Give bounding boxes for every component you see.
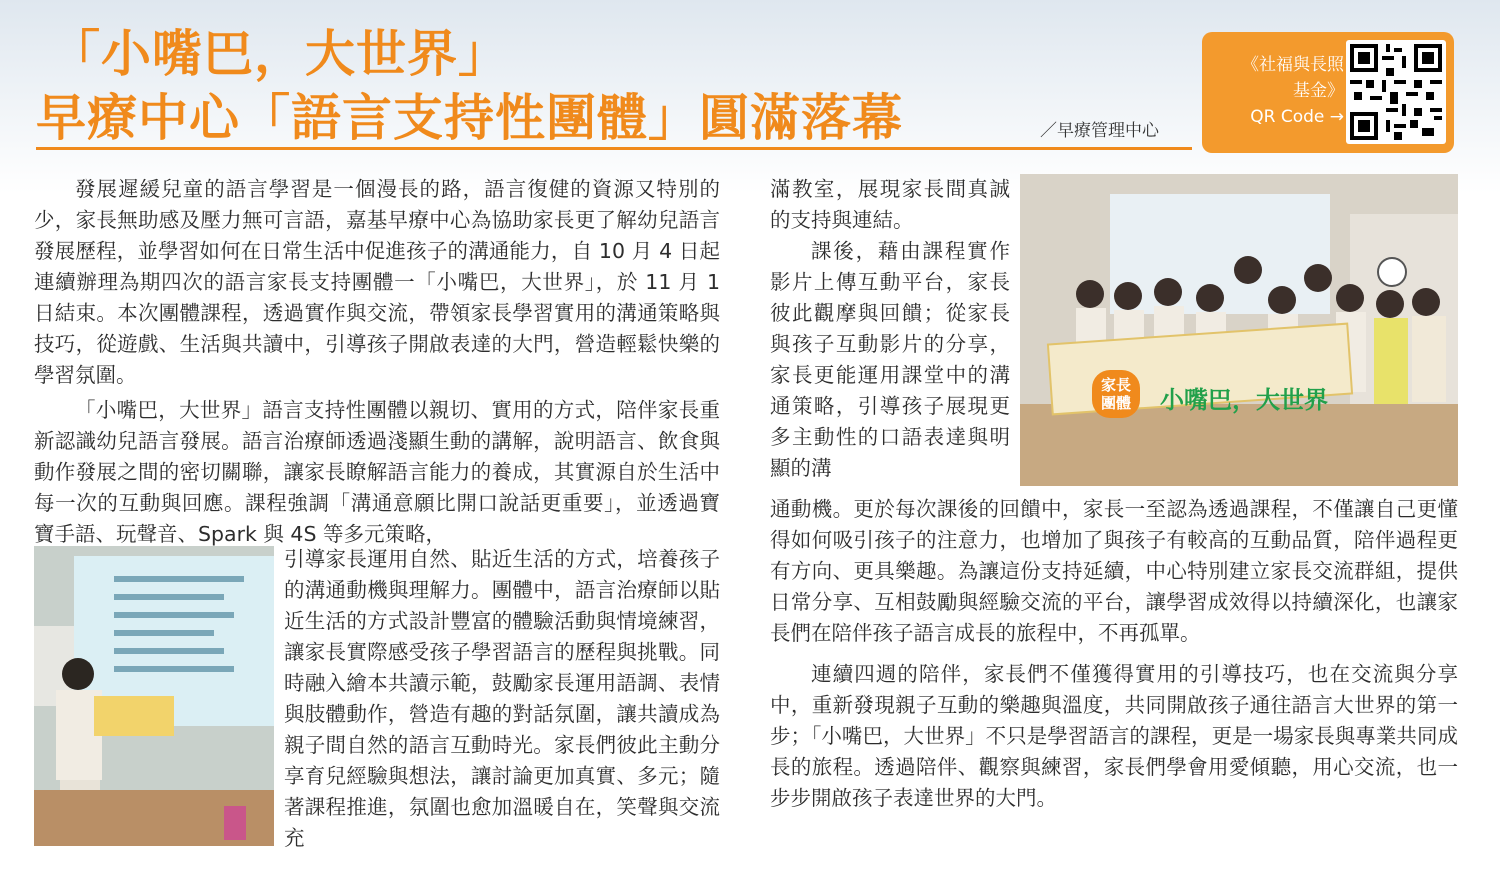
qr-code-icon[interactable] (1346, 40, 1446, 144)
paragraph-3: 滿教室，展現家長間真誠的支持與連結。 (770, 177, 1010, 232)
qr-caption-line-2: 基金》 (1293, 81, 1344, 101)
title-underline (36, 147, 1192, 150)
qr-code-box[interactable] (1202, 32, 1454, 153)
paragraph-2-continued: 引導家長運用自然、貼近生活的方式，培養孩子的溝通動機與理解力。團體中，語言治療師以貼近生活的方式設計豐富的體驗活動與情境練習，讓家長實際感受孩子學習語言的歷程與挑戰。同時融入繪本共讀示範，鼓勵家長運用語調、表情與肢體動作，營造有趣的對話氛圍，讓共讀成為親子間自然的語言互動時光。家長們彼此主動分享育兒經驗與想法，讓討論更加真實、多元；隨著課程推進，氛圍也愈加溫暖自在，笑聲與交流充 (284, 547, 720, 850)
qr-caption (1214, 52, 1344, 130)
paragraph-2: 「小嘴巴，大世界」語言支持性團體以親切、實用的方式，陪伴家長重新認識幼兒語言發展。語言治療師透過淺顯生動的講解，說明語言、飲食與動作發展之間的密切關聯，讓家長瞭解語言能力的養成，其實源自於生活中每一次的互動與回應。課程強調「溝通意願比開口說話更重要」，並透過寶寶手語、玩聲音、Spark 與 4S 等多元策略， (34, 398, 720, 546)
paragraph-1: 發展遲緩兒童的語言學習是一個漫長的路，語言復健的資源又特別的少，家長無助感及壓力無可言語，嘉基早療中心為協助家長更了解幼兒語言發展歷程，並學習如何在日常生活中促進孩子的溝通能力，自 10 月 4 日起連續辦理為期四次的語言家長支持團體一「小嘴巴，大世界」，於 11 月 1 日結束。本次團體課程，透過實作與交流，帶領家長學習實用的溝通策略與技巧，從遊戲、生活與共讀中，引導孩子開啟表達的大門，營造輕鬆快樂的學習氛圍。 (34, 177, 720, 387)
paragraph-5: 連續四週的陪伴，家長們不僅獲得實用的引導技巧，也在交流與分享中，重新發現親子互動的樂趣與溫度，共同開啟孩子通往語言大世界的第一步；「小嘴巴，大世界」不只是學習語言的課程，更是一場家長與專業共同成長的旅程。透過陪伴、觀察與練習，家長們學會用愛傾聽，用心交流，也一步步開啟孩子表達世界的大門。 (770, 662, 1458, 810)
banner-title: 小嘴巴，大世界 (1160, 386, 1328, 414)
banner-tag: 家長團體 (1092, 370, 1140, 418)
left-column (34, 174, 720, 550)
right-column-wide (770, 494, 1458, 814)
byline: ／早療管理中心 (1040, 121, 1159, 141)
left-column-wrap (284, 544, 720, 854)
qr-caption-line-1: 《社福與長照 (1242, 55, 1344, 75)
teacher-photo (34, 546, 274, 846)
right-column-narrow (770, 174, 1010, 484)
paragraph-4: 課後，藉由課程實作影片上傳互動平台，家長彼此觀摩與回饋；從家長與孩子互動影片的分享，家長更能運用課堂中的溝通策略，引導孩子展現更多主動性的口語表達與明顯的溝 (770, 239, 1010, 480)
title-line-1: 「小嘴巴，大世界」 (50, 25, 509, 83)
title-line-2: 早療中心「語言支持性團體」圓滿落幕 (36, 89, 903, 147)
paragraph-4-continued: 通動機。更於每次課後的回饋中，家長一至認為透過課程，不僅讓自己更懂得如何吸引孩子的注意力，也增加了與孩子有較高的互動品質，陪伴過程更有方向、更具樂趣。為讓這份支持延續，中心特別建立家長交流群組，提供日常分享、互相鼓勵與經驗交流的平台，讓學習成效得以持續深化，也讓家長們在陪伴孩子語言成長的旅程中，不再孤單。 (770, 497, 1458, 645)
group-photo (1020, 174, 1458, 486)
qr-caption-line-3: QR Code → (1250, 107, 1344, 127)
